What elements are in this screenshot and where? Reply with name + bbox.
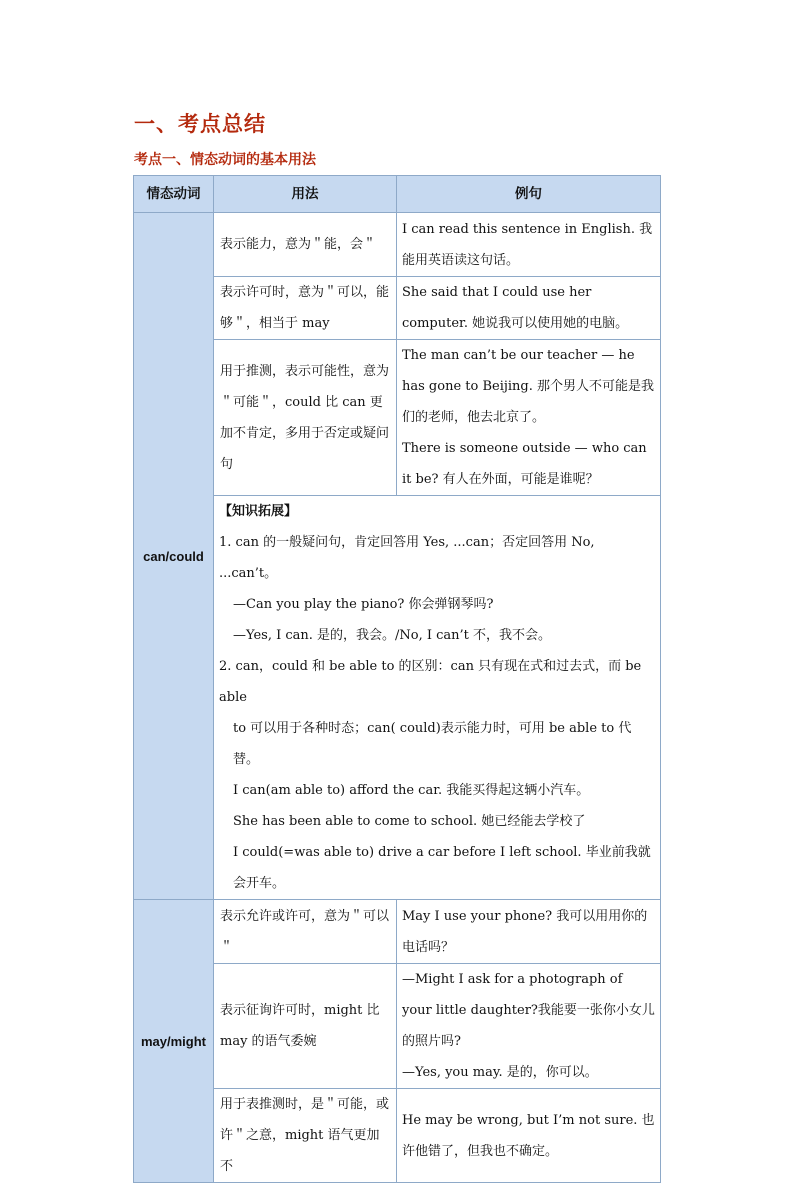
table-row bbox=[134, 1089, 661, 1183]
modal-verbs-table bbox=[133, 175, 661, 1183]
expansion-title: 【知识拓展】 bbox=[219, 504, 298, 519]
knowledge-expansion bbox=[214, 496, 661, 900]
page-heading: 一、考点总结 bbox=[134, 111, 266, 136]
expansion-line: to 可以用于各种时态；can( could)表示能力时，可用 be able to 代替。 bbox=[233, 721, 632, 767]
example-line: —Might I ask for a photograph of your little daughter?我能要一张你小女儿的照片吗? bbox=[402, 972, 655, 1049]
table-row bbox=[134, 213, 661, 277]
table-row bbox=[134, 277, 661, 340]
example-cell: She said that I could use her computer. 她说我可以使用她的电脑。 bbox=[397, 277, 661, 340]
expansion-line: —Can you play the piano? 你会弹钢琴吗? bbox=[233, 597, 494, 612]
usage-cell: 表示允许或许可，意为＂可以＂ bbox=[214, 900, 397, 964]
expansion-line: She has been able to come to school. 她已经能去学校了 bbox=[233, 814, 586, 829]
header-usage: 用法 bbox=[214, 176, 397, 213]
modal-label-can: can/could bbox=[134, 213, 214, 900]
usage-cell: 用于推测，表示可能性，意为＂可能＂，could 比 can 更加不肯定，多用于否定或疑问句 bbox=[214, 340, 397, 496]
table-row bbox=[134, 964, 661, 1089]
header-example: 例句 bbox=[397, 176, 661, 213]
expansion-line: 1. can 的一般疑问句，肯定回答用 Yes, ...can；否定回答用 No, ...can’t。 bbox=[219, 535, 595, 581]
table-row bbox=[134, 900, 661, 964]
header-modal-verb: 情态动词 bbox=[134, 176, 214, 213]
example-line: —Yes, you may. 是的，你可以。 bbox=[402, 1065, 598, 1080]
section-heading: 考点一、情态动词的基本用法 bbox=[134, 152, 316, 168]
usage-cell: 表示征询许可时，might 比 may 的语气委婉 bbox=[214, 964, 397, 1089]
table-header-row bbox=[134, 176, 661, 213]
example-cell bbox=[397, 964, 661, 1089]
expansion-line: I can(am able to) afford the car. 我能买得起这辆小汽车。 bbox=[233, 783, 590, 798]
example-cell: He may be wrong, but I’m not sure. 也许他错了，但我也不确定。 bbox=[397, 1089, 661, 1183]
expansion-line: I could(=was able to) drive a car before I left school. 毕业前我就会开车。 bbox=[233, 845, 651, 891]
usage-cell: 表示许可时，意为＂可以，能够＂，相当于 may bbox=[214, 277, 397, 340]
example-line: There is someone outside — who can it be? 有人在外面，可能是谁呢？ bbox=[402, 441, 647, 487]
example-line: The man can’t be our teacher — he has gone to Beijing. 那个男人不可能是我们的老师，他去北京了。 bbox=[402, 348, 655, 425]
table-row bbox=[134, 496, 661, 900]
modal-label-may: may/might bbox=[134, 900, 214, 1183]
usage-cell: 表示能力，意为＂能，会＂ bbox=[214, 213, 397, 277]
example-cell: I can read this sentence in English. 我能用英语读这句话。 bbox=[397, 213, 661, 277]
expansion-line: —Yes, I can. 是的，我会。/No, I can’t 不，我不会。 bbox=[233, 628, 552, 643]
example-cell: May I use your phone? 我可以用用你的电话吗？ bbox=[397, 900, 661, 964]
example-cell bbox=[397, 340, 661, 496]
table-row bbox=[134, 340, 661, 496]
expansion-line: 2. can，could 和 be able to 的区别：can 只有现在式和过去式，而 be able bbox=[219, 659, 642, 705]
usage-cell: 用于表推测时，是＂可能，或许＂之意，might 语气更加不 bbox=[214, 1089, 397, 1183]
